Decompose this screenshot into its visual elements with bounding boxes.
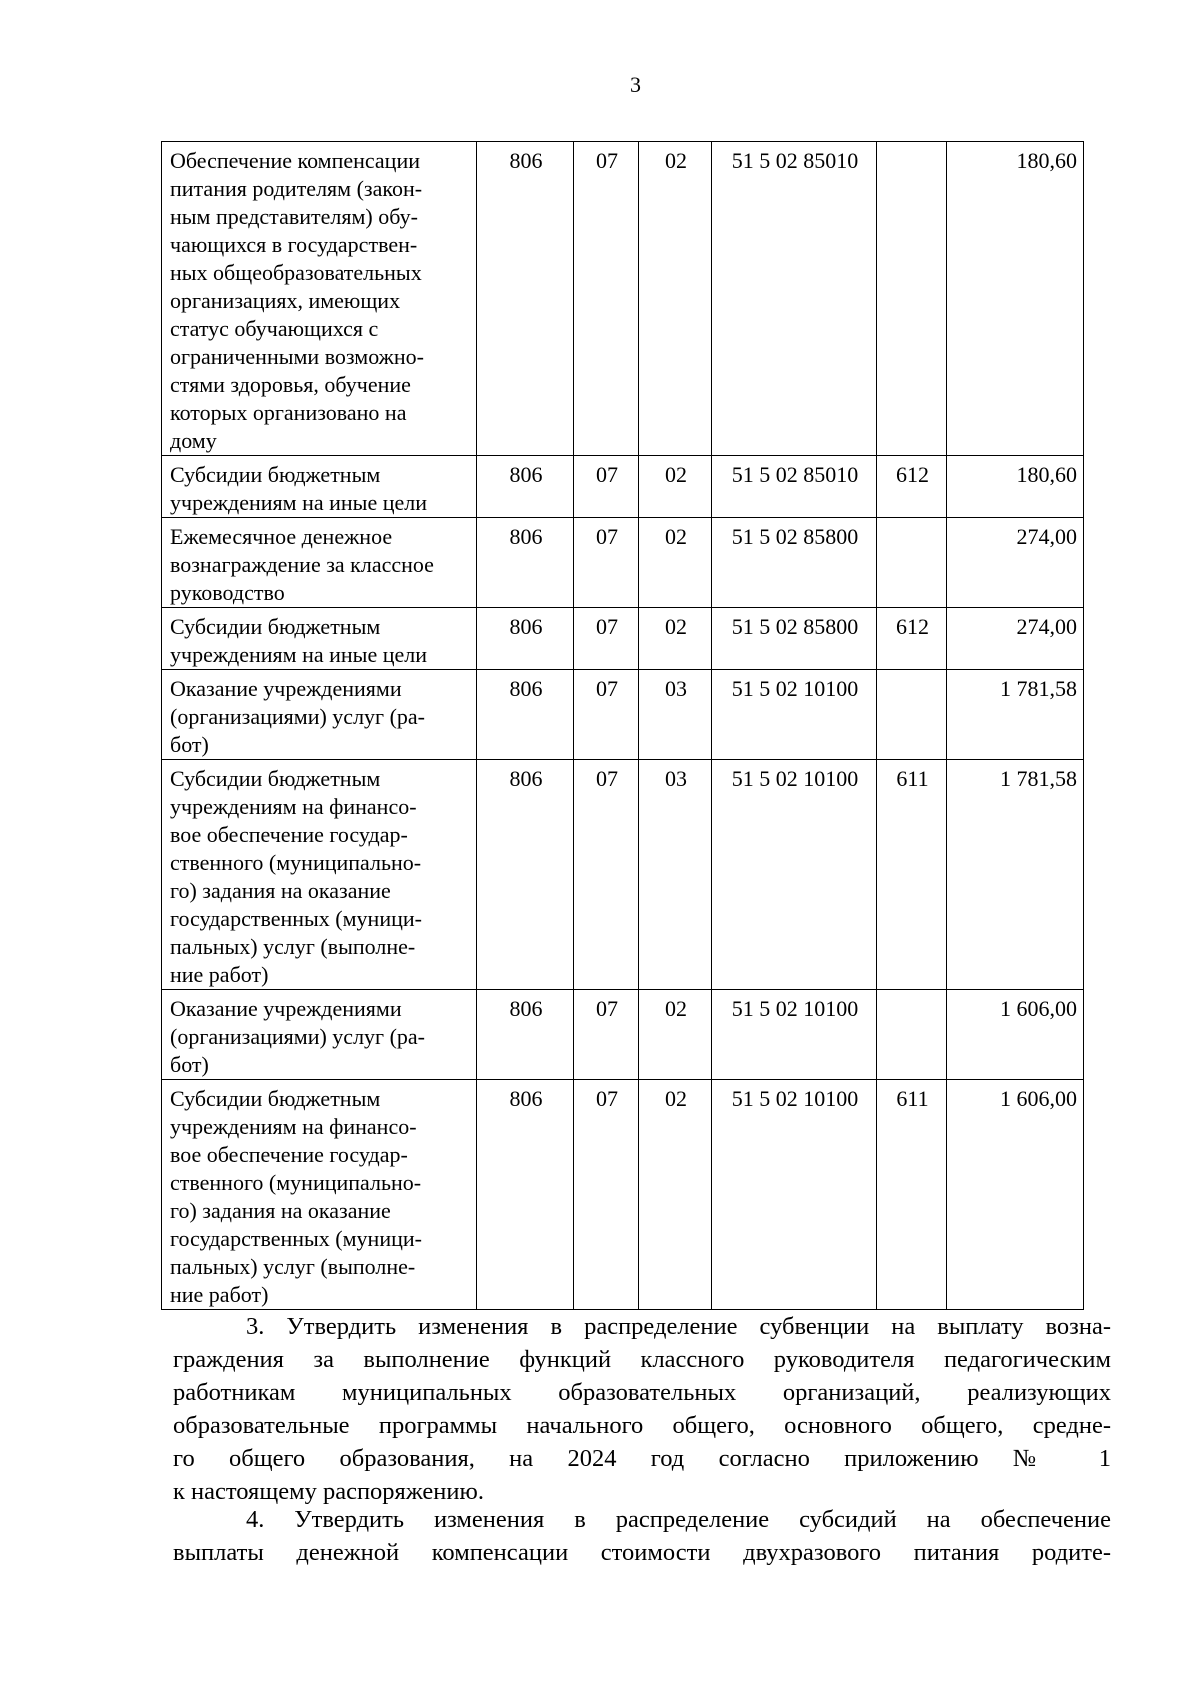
cell-subsection: 03 [639, 670, 712, 760]
cell-description [162, 1080, 477, 1310]
cell-section: 07 [574, 456, 639, 518]
description-line: организациях, имеющих [170, 288, 401, 313]
cell-section: 07 [574, 1080, 639, 1310]
table-row [162, 760, 1084, 990]
cell-target-article: 51 5 02 10100 [712, 1080, 877, 1310]
cell-ved: 806 [477, 608, 574, 670]
description-line: ограниченными возможно- [170, 344, 424, 369]
cell-ved: 806 [477, 670, 574, 760]
description-line: Субсидии бюджетным [170, 1086, 381, 1111]
table-row [162, 990, 1084, 1080]
table-row [162, 518, 1084, 608]
cell-description [162, 760, 477, 990]
table-row [162, 142, 1084, 456]
description-line: ственного (муниципально- [170, 1170, 422, 1195]
cell-section: 07 [574, 990, 639, 1080]
cell-amount: 180,60 [947, 456, 1084, 518]
description-line: Обеспечение компенсации [170, 148, 421, 173]
paragraph-line: го общего образования, на 2024 год согласно приложению № 1 [173, 1445, 1111, 1472]
budget-table [161, 141, 1084, 1310]
table-row [162, 670, 1084, 760]
cell-ved: 806 [477, 990, 574, 1080]
description-line: пальных) услуг (выполне- [170, 934, 416, 959]
cell-expense-type: 611 [877, 1080, 947, 1310]
description-line: учреждениям на финансо- [170, 1114, 417, 1139]
description-line: Субсидии бюджетным [170, 614, 381, 639]
cell-description [162, 990, 477, 1080]
description-line: учреждениям на иные цели [170, 642, 427, 667]
paragraph-line: граждения за выполнение функций классного руководителя педагогическим [173, 1346, 1111, 1373]
cell-expense-type: 612 [877, 608, 947, 670]
cell-subsection: 02 [639, 456, 712, 518]
description-line: государственных (муници- [170, 906, 422, 931]
paragraph-4 [173, 1503, 1111, 1569]
description-line: ние работ) [170, 1282, 269, 1307]
description-line: государственных (муници- [170, 1226, 422, 1251]
cell-subsection: 03 [639, 760, 712, 990]
description-line: вое обеспечение государ- [170, 1142, 408, 1167]
description-line: чающихся в государствен- [170, 232, 418, 257]
description-line: питания родителям (закон- [170, 176, 423, 201]
cell-ved: 806 [477, 760, 574, 990]
cell-expense-type [877, 670, 947, 760]
cell-amount: 180,60 [947, 142, 1084, 456]
description-line: дому [170, 428, 217, 453]
cell-expense-type [877, 142, 947, 456]
cell-ved: 806 [477, 456, 574, 518]
cell-target-article: 51 5 02 10100 [712, 760, 877, 990]
description-line: руководство [170, 580, 285, 605]
description-line: пальных) услуг (выполне- [170, 1254, 416, 1279]
cell-ved: 806 [477, 518, 574, 608]
cell-expense-type: 612 [877, 456, 947, 518]
paragraph-line: к настоящему распоряжению. [173, 1478, 484, 1505]
description-line: го) задания на оказание [170, 878, 391, 903]
description-line: ственного (муниципально- [170, 850, 422, 875]
paragraph-3 [173, 1310, 1111, 1508]
description-line: (организациями) услуг (ра- [170, 704, 425, 729]
description-line: Субсидии бюджетным [170, 462, 381, 487]
description-line: Оказание учреждениями [170, 676, 402, 701]
cell-subsection: 02 [639, 518, 712, 608]
cell-description [162, 142, 477, 456]
cell-ved: 806 [477, 142, 574, 456]
cell-expense-type [877, 990, 947, 1080]
paragraph-line: работникам муниципальных образовательных организаций, реализующих [173, 1379, 1111, 1406]
cell-expense-type: 611 [877, 760, 947, 990]
description-line: ным представителям) обу- [170, 204, 418, 229]
description-line: Ежемесячное денежное [170, 524, 393, 549]
description-line: ние работ) [170, 962, 269, 987]
description-line: бот) [170, 1052, 209, 1077]
description-line: Субсидии бюджетным [170, 766, 381, 791]
cell-section: 07 [574, 518, 639, 608]
paragraph-line: 4. Утвердить изменения в распределение субсидий на обеспечение [246, 1506, 1111, 1533]
description-line: учреждениям на иные цели [170, 490, 427, 515]
cell-subsection: 02 [639, 1080, 712, 1310]
paragraph-line: выплаты денежной компенсации стоимости двухразового питания родите- [173, 1539, 1111, 1566]
paragraph-line: образовательные программы начального общего, основного общего, средне- [173, 1412, 1111, 1439]
cell-ved: 806 [477, 1080, 574, 1310]
cell-amount: 1 606,00 [947, 990, 1084, 1080]
cell-amount: 1 781,58 [947, 760, 1084, 990]
cell-amount: 1 781,58 [947, 670, 1084, 760]
description-line: учреждениям на финансо- [170, 794, 417, 819]
cell-subsection: 02 [639, 608, 712, 670]
description-line: которых организовано на [170, 400, 407, 425]
description-line: вознаграждение за классное [170, 552, 434, 577]
cell-description [162, 670, 477, 760]
cell-target-article: 51 5 02 85010 [712, 142, 877, 456]
cell-target-article: 51 5 02 85010 [712, 456, 877, 518]
description-line: вое обеспечение государ- [170, 822, 408, 847]
description-line: (организациями) услуг (ра- [170, 1024, 425, 1049]
cell-subsection: 02 [639, 142, 712, 456]
cell-description [162, 608, 477, 670]
description-line: стями здоровья, обучение [170, 372, 411, 397]
cell-target-article: 51 5 02 85800 [712, 608, 877, 670]
table-row [162, 456, 1084, 518]
table-row [162, 1080, 1084, 1310]
description-line: Оказание учреждениями [170, 996, 402, 1021]
cell-subsection: 02 [639, 990, 712, 1080]
cell-description [162, 518, 477, 608]
cell-target-article: 51 5 02 10100 [712, 670, 877, 760]
table-row [162, 608, 1084, 670]
cell-section: 07 [574, 760, 639, 990]
description-line: го) задания на оказание [170, 1198, 391, 1223]
cell-section: 07 [574, 670, 639, 760]
paragraph-line: 3. Утвердить изменения в распределение субвенции на выплату возна- [246, 1313, 1111, 1340]
description-line: ных общеобразовательных [170, 260, 422, 285]
description-line: статус обучающихся с [170, 316, 379, 341]
cell-section: 07 [574, 142, 639, 456]
cell-expense-type [877, 518, 947, 608]
cell-amount: 274,00 [947, 518, 1084, 608]
cell-amount: 1 606,00 [947, 1080, 1084, 1310]
cell-amount: 274,00 [947, 608, 1084, 670]
cell-target-article: 51 5 02 10100 [712, 990, 877, 1080]
cell-target-article: 51 5 02 85800 [712, 518, 877, 608]
page-number: 3 [630, 72, 641, 97]
cell-section: 07 [574, 608, 639, 670]
cell-description [162, 456, 477, 518]
description-line: бот) [170, 732, 209, 757]
